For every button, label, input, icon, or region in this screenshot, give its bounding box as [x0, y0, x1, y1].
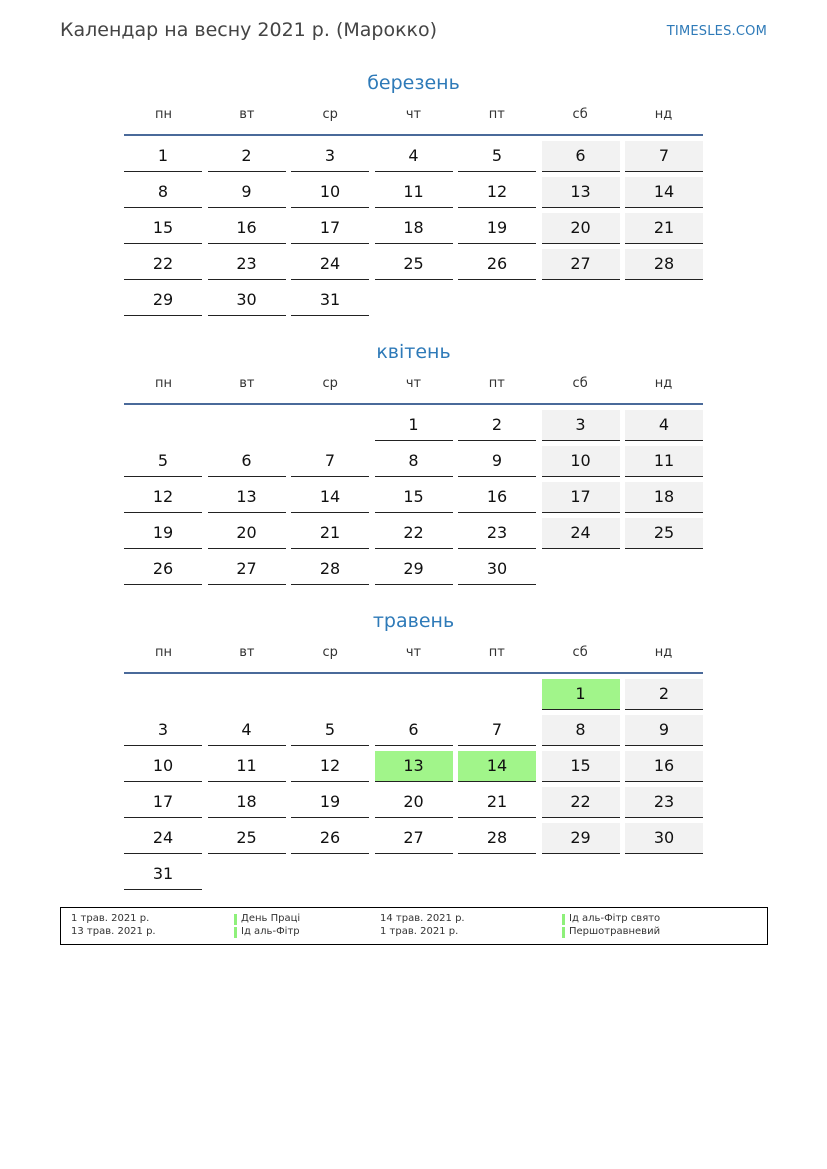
week-row [124, 213, 703, 244]
day-cell: 10 [124, 751, 202, 782]
day-cell: 3 [542, 410, 620, 441]
day-cell: 20 [375, 787, 453, 818]
weekday-header [124, 373, 703, 405]
day-cell: 19 [458, 213, 536, 244]
weekday-label: сб [572, 376, 588, 391]
day-cell: 9 [458, 446, 536, 477]
day-cell: 31 [291, 285, 369, 316]
weekday-label: сб [572, 645, 588, 660]
day-cell: 1 [375, 410, 453, 441]
day-cell: 27 [208, 554, 286, 585]
empty-day-cell [375, 679, 453, 709]
weekday-label: ср [322, 645, 338, 660]
day-cell: 23 [208, 249, 286, 280]
day-cell: 24 [542, 518, 620, 549]
weekday-label: нд [654, 107, 673, 122]
day-cell: 8 [375, 446, 453, 477]
holiday-legend [60, 907, 768, 945]
day-cell: 15 [542, 751, 620, 782]
day-cell: 24 [291, 249, 369, 280]
month-name: квітень [376, 341, 451, 363]
day-cell: 17 [124, 787, 202, 818]
legend-holiday-name: Ід аль-Фітр свято [562, 913, 660, 925]
weekday-label: нд [654, 645, 673, 660]
day-cell: 13 [375, 751, 453, 782]
week-row [124, 679, 703, 710]
empty-day-cell [542, 285, 620, 315]
week-row [124, 823, 703, 854]
week-row [124, 751, 703, 782]
month-calendar [124, 606, 703, 890]
day-cell: 8 [542, 715, 620, 746]
day-cell: 18 [208, 787, 286, 818]
day-cell: 24 [124, 823, 202, 854]
legend-date: 1 трав. 2021 р. [380, 926, 459, 937]
week-row [124, 141, 703, 172]
day-cell: 3 [291, 141, 369, 172]
day-cell: 25 [208, 823, 286, 854]
month-name: травень [372, 610, 455, 632]
day-cell: 22 [542, 787, 620, 818]
day-cell: 30 [625, 823, 703, 854]
week-row [124, 859, 703, 890]
day-cell: 4 [625, 410, 703, 441]
day-cell: 29 [542, 823, 620, 854]
day-cell: 4 [208, 715, 286, 746]
day-cell: 20 [542, 213, 620, 244]
day-cell: 18 [625, 482, 703, 513]
week-row [124, 482, 703, 513]
day-cell: 12 [458, 177, 536, 208]
day-cell: 7 [625, 141, 703, 172]
weekday-label: пн [155, 107, 172, 122]
legend-holiday-name: Ід аль-Фітр [234, 926, 300, 938]
weekday-header [124, 642, 703, 674]
day-cell: 26 [124, 554, 202, 585]
day-cell: 22 [124, 249, 202, 280]
day-cell: 23 [625, 787, 703, 818]
day-cell: 19 [124, 518, 202, 549]
day-cell: 2 [625, 679, 703, 710]
day-cell: 10 [542, 446, 620, 477]
empty-day-cell [291, 410, 369, 440]
empty-day-cell [375, 859, 453, 889]
day-cell: 9 [208, 177, 286, 208]
day-cell: 16 [208, 213, 286, 244]
day-cell: 2 [458, 410, 536, 441]
day-cell: 15 [124, 213, 202, 244]
day-cell: 25 [625, 518, 703, 549]
empty-day-cell [375, 285, 453, 315]
day-cell: 2 [208, 141, 286, 172]
day-cell: 21 [625, 213, 703, 244]
weekday-label: сб [572, 107, 588, 122]
weekday-label: вт [239, 376, 255, 391]
legend-date: 14 трав. 2021 р. [380, 913, 465, 924]
day-cell: 29 [124, 285, 202, 316]
legend-holiday-name: Першотравневий [562, 926, 660, 938]
day-cell: 21 [291, 518, 369, 549]
day-cell: 15 [375, 482, 453, 513]
day-cell: 7 [458, 715, 536, 746]
day-cell: 6 [375, 715, 453, 746]
day-cell: 12 [291, 751, 369, 782]
weekday-label: пн [155, 376, 172, 391]
weekday-label: вт [239, 107, 255, 122]
day-cell: 26 [458, 249, 536, 280]
day-cell: 13 [542, 177, 620, 208]
empty-day-cell [208, 679, 286, 709]
empty-day-cell [124, 410, 202, 440]
empty-day-cell [208, 410, 286, 440]
day-cell: 18 [375, 213, 453, 244]
day-cell: 14 [291, 482, 369, 513]
day-cell: 28 [291, 554, 369, 585]
day-cell: 31 [124, 859, 202, 890]
page-title: Календар на весну 2021 р. (Марокко) [60, 19, 438, 41]
empty-day-cell [458, 679, 536, 709]
empty-day-cell [625, 285, 703, 315]
empty-day-cell [291, 859, 369, 889]
day-cell: 30 [208, 285, 286, 316]
week-row [124, 554, 703, 585]
week-row [124, 177, 703, 208]
day-cell: 5 [291, 715, 369, 746]
legend-date: 1 трав. 2021 р. [71, 913, 150, 924]
week-row [124, 285, 703, 316]
day-cell: 10 [291, 177, 369, 208]
day-cell: 28 [458, 823, 536, 854]
day-cell: 6 [542, 141, 620, 172]
day-cell: 1 [542, 679, 620, 710]
weekday-header [124, 104, 703, 136]
weekday-label: ср [322, 376, 338, 391]
day-cell: 17 [291, 213, 369, 244]
legend-holiday-name: День Праці [234, 913, 300, 925]
week-row [124, 249, 703, 280]
month-name: березень [367, 72, 460, 94]
weekday-label: пт [488, 376, 505, 391]
month-calendar [124, 68, 703, 316]
day-cell: 27 [375, 823, 453, 854]
day-cell: 14 [458, 751, 536, 782]
empty-day-cell [625, 554, 703, 584]
week-row [124, 787, 703, 818]
day-cell: 4 [375, 141, 453, 172]
weekday-label: чт [405, 645, 422, 660]
weekday-label: ср [322, 107, 338, 122]
empty-day-cell [542, 859, 620, 889]
day-cell: 26 [291, 823, 369, 854]
day-cell: 21 [458, 787, 536, 818]
day-cell: 23 [458, 518, 536, 549]
day-cell: 22 [375, 518, 453, 549]
week-row [124, 518, 703, 549]
weekday-label: вт [239, 645, 255, 660]
weekday-label: пт [488, 645, 505, 660]
empty-day-cell [291, 679, 369, 709]
weekday-label: пн [155, 645, 172, 660]
empty-day-cell [625, 859, 703, 889]
week-row [124, 446, 703, 477]
empty-day-cell [124, 679, 202, 709]
day-cell: 20 [208, 518, 286, 549]
day-cell: 16 [458, 482, 536, 513]
legend-date: 13 трав. 2021 р. [71, 926, 156, 937]
day-cell: 30 [458, 554, 536, 585]
weekday-label: пт [488, 107, 505, 122]
day-cell: 28 [625, 249, 703, 280]
day-cell: 27 [542, 249, 620, 280]
day-cell: 14 [625, 177, 703, 208]
weekday-label: чт [405, 107, 422, 122]
day-cell: 6 [208, 446, 286, 477]
month-calendar [124, 337, 703, 585]
day-cell: 5 [458, 141, 536, 172]
day-cell: 8 [124, 177, 202, 208]
day-cell: 13 [208, 482, 286, 513]
empty-day-cell [458, 285, 536, 315]
day-cell: 29 [375, 554, 453, 585]
day-cell: 25 [375, 249, 453, 280]
day-cell: 17 [542, 482, 620, 513]
week-row [124, 715, 703, 746]
day-cell: 16 [625, 751, 703, 782]
day-cell: 19 [291, 787, 369, 818]
weekday-label: чт [405, 376, 422, 391]
weekday-label: нд [654, 376, 673, 391]
day-cell: 1 [124, 141, 202, 172]
day-cell: 3 [124, 715, 202, 746]
day-cell: 11 [208, 751, 286, 782]
empty-day-cell [542, 554, 620, 584]
day-cell: 7 [291, 446, 369, 477]
day-cell: 11 [375, 177, 453, 208]
day-cell: 9 [625, 715, 703, 746]
day-cell: 11 [625, 446, 703, 477]
day-cell: 12 [124, 482, 202, 513]
site-link[interactable]: TIMESLES.COM [666, 24, 767, 39]
empty-day-cell [208, 859, 286, 889]
week-row [124, 410, 703, 441]
empty-day-cell [458, 859, 536, 889]
day-cell: 5 [124, 446, 202, 477]
